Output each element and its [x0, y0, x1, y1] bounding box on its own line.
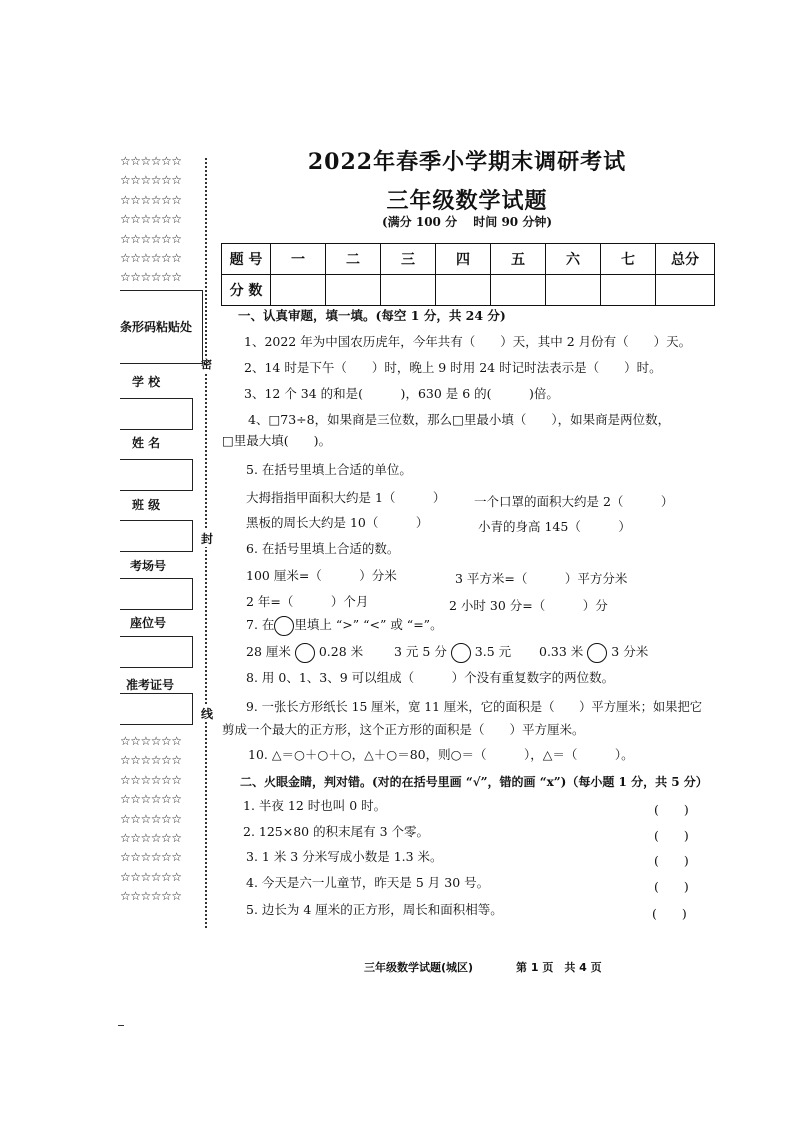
- star-row: ☆☆☆☆☆☆: [120, 772, 182, 787]
- judge-item-5: 5. 边长为 4 厘米的正方形，周长和面积相等。: [246, 902, 503, 917]
- ticket-label: 准考证号: [126, 678, 175, 692]
- score-input[interactable]: [436, 275, 491, 306]
- score-input[interactable]: [271, 275, 326, 306]
- compare-circle[interactable]: [587, 643, 607, 663]
- question-1: 1、2022 年为中国农历虎年，今年共有（ ）天，其中 2 月份有（ ）天。: [244, 334, 692, 349]
- question-9a: 9. 一张长方形纸长 15 厘米，宽 11 厘米，它的面积是（ ）平方厘米；如果把它: [246, 700, 703, 714]
- seat-field[interactable]: [120, 636, 193, 668]
- score-input[interactable]: [326, 275, 381, 306]
- exam-info: (满分 100 分 时间 90 分钟): [382, 215, 552, 229]
- compare-b-left: 3 元 5 分: [394, 644, 447, 659]
- seal-char-xian: 线: [201, 707, 214, 721]
- compare-a-right: 0.28 米: [318, 644, 364, 659]
- star-row: ☆☆☆☆☆☆: [120, 173, 182, 188]
- question-6: 6. 在括号里填上合适的数。: [246, 541, 400, 556]
- judge-answer-4[interactable]: ( ): [654, 879, 689, 894]
- star-row: ☆☆☆☆☆☆: [120, 212, 182, 227]
- star-row: ☆☆☆☆☆☆: [120, 270, 182, 285]
- score-cell: 题 号: [222, 244, 271, 275]
- class-label: 班 级: [132, 498, 161, 512]
- name-label: 姓 名: [132, 436, 161, 450]
- question-7: [246, 615, 443, 636]
- judge-answer-3[interactable]: ( ): [654, 853, 689, 868]
- exam-title: 2022年春季小学期末调研考试: [307, 149, 627, 175]
- compare-b: [394, 642, 511, 663]
- judge-answer-1[interactable]: ( ): [654, 802, 689, 817]
- question-2: 2、14 时是下午（ ）时，晚上 9 时用 24 时记时法表示是（ ）时。: [244, 360, 662, 375]
- compare-circle[interactable]: [451, 643, 471, 663]
- question-5a: 大拇指指甲面积大约是 1（ ）: [246, 490, 446, 505]
- question-9b: 剪成一个最大的正方形，这个正方形的面积是（ ）平方厘米。: [222, 722, 585, 737]
- score-cell: 六: [546, 244, 601, 275]
- question-6c: 2 年=（ ）个月: [246, 594, 369, 609]
- compare-a: [246, 642, 363, 663]
- compare-circle[interactable]: [295, 643, 315, 663]
- barcode-label: 条形码粘贴处: [120, 320, 193, 334]
- score-value-row: [222, 275, 715, 306]
- star-row: ☆☆☆☆☆☆: [120, 251, 182, 266]
- seat-label: 座位号: [130, 616, 167, 630]
- ticket-field[interactable]: [120, 693, 193, 725]
- star-border-bottom: [120, 732, 182, 907]
- star-row: ☆☆☆☆☆☆: [120, 850, 182, 865]
- score-row-label: 分 数: [222, 275, 271, 306]
- score-cell: 五: [491, 244, 546, 275]
- star-row: ☆☆☆☆☆☆: [120, 869, 182, 884]
- section2-title: 二、火眼金睛，判对错。(对的在括号里画 “√”，错的画 “x”)（每小题 1 分，共 5 分）: [240, 775, 708, 789]
- section1-title: 一、认真审题，填一填。(每空 1 分，共 24 分): [238, 308, 506, 323]
- seal-char-mi: 密: [201, 358, 212, 371]
- school-field[interactable]: [120, 398, 193, 430]
- score-cell: 一: [271, 244, 326, 275]
- score-cell: 三: [381, 244, 436, 275]
- compare-a-left: 28 厘米: [246, 644, 291, 659]
- score-cell: 总分: [656, 244, 715, 275]
- judge-item-4: 4. 今天是六一儿童节，昨天是 5 月 30 号。: [246, 875, 490, 890]
- score-table: [221, 243, 715, 306]
- score-cell: 四: [436, 244, 491, 275]
- star-row: ☆☆☆☆☆☆: [120, 154, 182, 168]
- circle-icon: [274, 616, 294, 636]
- score-input[interactable]: [656, 275, 715, 306]
- question-6b: 3 平方米=（ ）平方分米: [455, 571, 628, 586]
- seal-char-feng: 封: [201, 532, 214, 546]
- scan-mark: [118, 1025, 124, 1026]
- score-input[interactable]: [546, 275, 601, 306]
- school-label: 学 校: [132, 375, 161, 389]
- star-row: ☆☆☆☆☆☆: [120, 734, 182, 748]
- star-row: ☆☆☆☆☆☆: [120, 831, 182, 846]
- question-4a: 4、□73÷8，如果商是三位数，那么□里最小填（ ），如果商是两位数，: [248, 412, 671, 427]
- question-10: 10. △＝○＋○＋○，△＋○＝80，则○＝（ ），△＝（ ）。: [248, 747, 634, 762]
- compare-c-left: 0.33 米: [539, 644, 584, 659]
- star-row: ☆☆☆☆☆☆: [120, 811, 182, 826]
- room-label: 考场号: [130, 559, 167, 573]
- compare-c-right: 3 分米: [611, 644, 649, 659]
- star-row: ☆☆☆☆☆☆: [120, 192, 182, 207]
- question-8: 8. 用 0、1、3、9 可以组成（ ）个没有重复数字的两位数。: [246, 670, 615, 685]
- question-5: 5. 在括号里填上合适的单位。: [246, 462, 412, 477]
- question-5b: 一个口罩的面积大约是 2（ ）: [474, 494, 674, 509]
- judge-answer-2[interactable]: ( ): [654, 828, 689, 843]
- score-input[interactable]: [491, 275, 546, 306]
- score-input[interactable]: [601, 275, 656, 306]
- judge-item-3: 3. 1 米 3 分米写成小数是 1.3 米。: [246, 849, 443, 864]
- star-row: ☆☆☆☆☆☆: [120, 231, 182, 246]
- star-row: ☆☆☆☆☆☆: [120, 753, 182, 768]
- page-number: 第 1 页 共 4 页: [516, 961, 602, 974]
- score-input[interactable]: [381, 275, 436, 306]
- question-3: 3、12 个 34 的和是( )，630 是 6 的( )倍。: [244, 386, 559, 401]
- question-6a: 100 厘米=（ ）分米: [246, 568, 397, 583]
- star-row: ☆☆☆☆☆☆: [120, 792, 182, 807]
- compare-c: [539, 642, 648, 663]
- footer-title: 三年级数学试题(城区): [364, 961, 474, 974]
- question-6d: 2 小时 30 分=（ ）分: [449, 598, 608, 613]
- question-7-pre: 7. 在: [246, 617, 275, 632]
- compare-b-right: 3.5 元: [474, 644, 512, 659]
- question-4b: □里最大填( )。: [222, 433, 332, 448]
- judge-answer-5[interactable]: ( ): [652, 906, 687, 921]
- judge-item-2: 2. 125×80 的积末尾有 3 个零。: [243, 824, 430, 839]
- star-row: ☆☆☆☆☆☆: [120, 889, 182, 904]
- question-5c: 黑板的周长大约是 10（ ）: [246, 515, 429, 530]
- score-cell: 七: [601, 244, 656, 275]
- question-7-post: 里填上 “>” “<” 或 “=”。: [294, 617, 443, 632]
- question-5d: 小青的身高 145（ ）: [478, 519, 631, 534]
- judge-item-1: 1. 半夜 12 时也叫 0 时。: [243, 798, 387, 813]
- room-field[interactable]: [120, 578, 193, 610]
- score-cell: 二: [326, 244, 381, 275]
- class-field[interactable]: [120, 520, 193, 552]
- score-header-row: [222, 244, 715, 275]
- exam-subtitle: 三年级数学试题: [386, 188, 548, 214]
- name-field[interactable]: [120, 459, 193, 491]
